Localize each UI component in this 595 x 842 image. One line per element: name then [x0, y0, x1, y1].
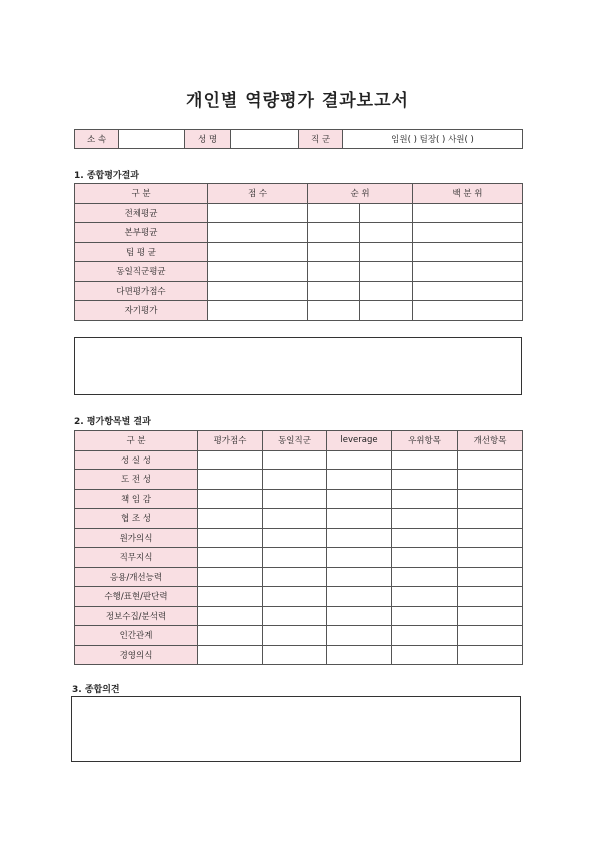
section2-heading: 2. 평가항목별 결과: [74, 417, 151, 427]
affiliation-field[interactable]: [119, 130, 185, 149]
row-label: 도 전 성: [75, 470, 198, 490]
cell[interactable]: [327, 509, 392, 529]
cell[interactable]: [327, 587, 392, 607]
cell[interactable]: [458, 606, 523, 626]
cell[interactable]: [458, 470, 523, 490]
cell[interactable]: [308, 262, 360, 282]
header-percentile: 백 분 위: [413, 184, 523, 204]
cell[interactable]: [392, 626, 458, 646]
table-row: [75, 301, 523, 321]
item-results-table: [74, 430, 523, 665]
header-eval-score: 평가점수: [198, 431, 263, 451]
cell[interactable]: [198, 450, 263, 470]
name-label: 성 명: [185, 130, 231, 149]
overall-results-table: [74, 183, 523, 321]
cell[interactable]: [413, 281, 523, 301]
table-row: [75, 242, 523, 262]
cell[interactable]: [413, 242, 523, 262]
header-score: 점 수: [208, 184, 308, 204]
row-label: 정보수집/분석력: [75, 606, 198, 626]
page-title: 개인별 역량평가 결과보고서: [186, 91, 409, 111]
row-label: 본부평균: [75, 223, 208, 243]
cell[interactable]: [198, 548, 263, 568]
cell[interactable]: [263, 470, 327, 490]
cell[interactable]: [263, 567, 327, 587]
cell[interactable]: [263, 606, 327, 626]
row-label: 수행/표현/판단력: [75, 587, 198, 607]
row-label: 협 조 성: [75, 509, 198, 529]
table-row: [75, 587, 523, 607]
cell[interactable]: [327, 450, 392, 470]
cell[interactable]: [392, 470, 458, 490]
employee-info-table: [74, 129, 523, 149]
row-label: 팀 평 균: [75, 242, 208, 262]
cell[interactable]: [263, 587, 327, 607]
cell[interactable]: [263, 645, 327, 665]
cell[interactable]: [208, 262, 308, 282]
table-row: [75, 470, 523, 490]
cell[interactable]: [208, 223, 308, 243]
header-category: 구 분: [75, 431, 198, 451]
cell[interactable]: [308, 223, 360, 243]
cell[interactable]: [198, 645, 263, 665]
cell[interactable]: [360, 281, 413, 301]
row-label: 전체평균: [75, 203, 208, 223]
cell[interactable]: [208, 281, 308, 301]
cell[interactable]: [308, 301, 360, 321]
section1-heading: 1. 종합평가결과: [74, 171, 139, 181]
section3-heading: 3. 종합의견: [72, 685, 120, 695]
cell[interactable]: [392, 645, 458, 665]
cell[interactable]: [263, 626, 327, 646]
cell[interactable]: [360, 262, 413, 282]
cell[interactable]: [413, 203, 523, 223]
cell[interactable]: [263, 489, 327, 509]
cell[interactable]: [392, 548, 458, 568]
cell[interactable]: [263, 450, 327, 470]
row-label: 책 임 감: [75, 489, 198, 509]
header-leverage: leverage: [327, 431, 392, 451]
cell[interactable]: [208, 203, 308, 223]
cell[interactable]: [198, 626, 263, 646]
cell[interactable]: [208, 242, 308, 262]
cell[interactable]: [392, 587, 458, 607]
row-label: 직무지식: [75, 548, 198, 568]
cell[interactable]: [327, 567, 392, 587]
rank-label: 직 군: [299, 130, 343, 149]
table-row: [75, 626, 523, 646]
cell[interactable]: [413, 262, 523, 282]
cell[interactable]: [308, 242, 360, 262]
cell[interactable]: [458, 509, 523, 529]
row-label: 경영의식: [75, 645, 198, 665]
cell[interactable]: [327, 489, 392, 509]
table-row: [75, 450, 523, 470]
cell[interactable]: [198, 489, 263, 509]
header-same-rank: 동일직군: [263, 431, 327, 451]
cell[interactable]: [327, 626, 392, 646]
table-row: [75, 223, 523, 243]
cell[interactable]: [458, 450, 523, 470]
cell[interactable]: [327, 470, 392, 490]
cell[interactable]: [263, 528, 327, 548]
cell[interactable]: [392, 567, 458, 587]
table-row: [75, 262, 523, 282]
cell[interactable]: [458, 587, 523, 607]
cell[interactable]: [360, 223, 413, 243]
cell[interactable]: [360, 242, 413, 262]
header-strength: 우위항목: [392, 431, 458, 451]
cell[interactable]: [458, 567, 523, 587]
row-label: 인간관계: [75, 626, 198, 646]
row-label: 다면평가점수: [75, 281, 208, 301]
table-row: [75, 489, 523, 509]
cell[interactable]: [413, 223, 523, 243]
header-category: 구 분: [75, 184, 208, 204]
row-label: 동일직군평균: [75, 262, 208, 282]
cell[interactable]: [327, 528, 392, 548]
cell[interactable]: [327, 548, 392, 568]
cell[interactable]: [392, 606, 458, 626]
header-improvement: 개선항목: [458, 431, 523, 451]
row-label: 원가의식: [75, 528, 198, 548]
cell[interactable]: [263, 548, 327, 568]
rank-options[interactable]: 임원( ) 팀장( ) 사원( ): [343, 130, 523, 149]
cell[interactable]: [198, 470, 263, 490]
table-row: [75, 567, 523, 587]
cell[interactable]: [458, 626, 523, 646]
row-label: 자기평가: [75, 301, 208, 321]
cell[interactable]: [360, 203, 413, 223]
cell[interactable]: [392, 528, 458, 548]
table-row: [75, 509, 523, 529]
cell[interactable]: [392, 450, 458, 470]
overall-comment-box[interactable]: [74, 337, 522, 395]
affiliation-label: 소 속: [75, 130, 119, 149]
row-label: 성 실 성: [75, 450, 198, 470]
cell[interactable]: [392, 489, 458, 509]
table-row: [75, 548, 523, 568]
table-row: [75, 203, 523, 223]
cell[interactable]: [308, 281, 360, 301]
row-label: 응용/개선능력: [75, 567, 198, 587]
table-row: [75, 645, 523, 665]
cell[interactable]: [360, 301, 413, 321]
header-rank: 순 위: [308, 184, 413, 204]
table-row: [75, 606, 523, 626]
cell[interactable]: [458, 528, 523, 548]
cell[interactable]: [458, 548, 523, 568]
cell[interactable]: [413, 301, 523, 321]
cell[interactable]: [198, 587, 263, 607]
cell[interactable]: [198, 606, 263, 626]
cell[interactable]: [458, 489, 523, 509]
cell[interactable]: [263, 509, 327, 529]
cell[interactable]: [327, 645, 392, 665]
cell[interactable]: [458, 645, 523, 665]
cell[interactable]: [308, 203, 360, 223]
cell[interactable]: [198, 509, 263, 529]
cell[interactable]: [208, 301, 308, 321]
cell[interactable]: [198, 567, 263, 587]
cell[interactable]: [392, 509, 458, 529]
cell[interactable]: [198, 528, 263, 548]
general-opinion-box[interactable]: [71, 696, 521, 762]
table-row: [75, 528, 523, 548]
name-field[interactable]: [231, 130, 299, 149]
cell[interactable]: [327, 606, 392, 626]
table-row: [75, 281, 523, 301]
